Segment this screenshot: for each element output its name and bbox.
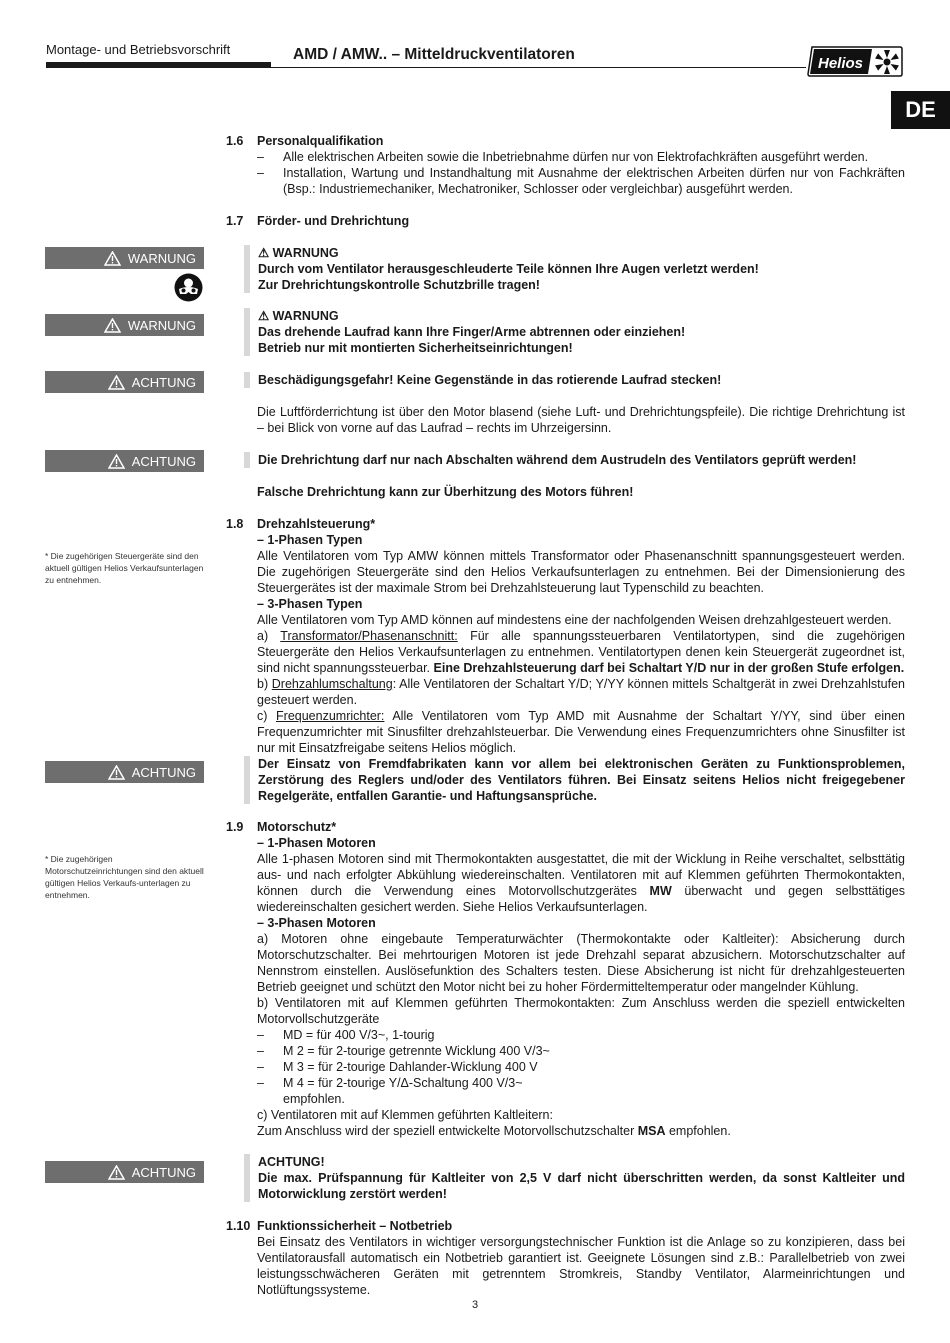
document-type: Montage- und Betriebsvorschrift [46,42,231,57]
header-rule-thin [271,67,806,68]
section-number-1-9: 1.9 [226,820,244,834]
warning-badge: WARNUNG [45,247,204,269]
safety-goggles-icon [174,273,203,302]
language-tab: DE [891,91,950,129]
speed-control-text: – 1-Phasen Typen Alle Ventilatoren vom Typ AMW können mittels Transformator oder Phasenanschnitt spannungsgesteuert werden. Die zugehörigen Steuergeräte sind den Helios Verkaufsunterlagen zu entnehmen. Bei der Dimensionierung des Steuergerätes ist der maximale Strom bei Drehzahlsteuerung laut Typenschild zu beachten. – 3-Phasen Typen Alle Ventilatoren vom Typ AMD können auf mindestens eine der nachfolgenden Weisen drehzahlgesteuert werden. a) Transformator/Phasenanschnitt: Für alle spannungssteuerbaren Ventilatortypen, sind die zugehörigen Steuergeräte den Helios Verkaufsunterlagen zu entnehmen. Ventilatortypen denen kein Steuergerät zugeordnet ist, sind nicht spannungssteuerbar. Eine Drehzahlsteuerung darf bei Schaltart Y/D nur in der großen Stufe erfolgen. b) Drehzahlumschaltung: Alle Ventilatoren der Schaltart Y/D; Y/YY können mittels Schaltgerät in zwei Drehzahlstufen gesteuert werden. c) Frequenzumrichter: Alle Ventilatoren vom Typ AMD mit Ausnahme der Schaltart Y/YY, sind über einen Frequenzumrichter mit Sinusfilter drehzahlsteuerbar. Die Verwendung eines Frequenzumrichters ohne Sinusfilter ist nur mit Einsatzfreigabe seitens Helios möglich. [257,533,905,755]
warning-triangle-icon [108,375,125,390]
caution-box-ptc: ACHTUNG! Die max. Prüfspannung für Kaltleiter von 2,5 V darf nicht überschritten werden, da sonst Kaltleiter und Motorwicklung zerstört werden! [244,1154,905,1202]
caution-box-damage: Beschädigungsgefahr! Keine Gegenstände in das rotierende Laufrad stecken! [244,372,905,388]
list-item: – M 3 = für 2-tourige Dahlander-Wicklung 400 V [257,1060,538,1074]
section-title-1-6: Personalqualifikation [257,134,384,148]
motor-protection-text: – 1-Phasen Motoren Alle 1-phasen Motoren sind mit Thermokontakten ausgestattet, die mit der Wicklung in Reihe verschaltet, selbsttätig aus- und nach erfolgter Abkühlung wiedereinschalten. Ventilatoren mit auf Klemmen geführten Thermokontakten, können durch die Verwendung eines Motorvollschutzgerätes MW überwacht und gegen selbsttätiges wiedereinschalten gesichert werden. Siehe Helios Verkaufsunterlagen. – 3-Phasen Motoren a) Motoren ohne eingebaute Temperaturwächter (Thermokontakte oder Kaltleiter): Absicherung durch Motorschutzschalter. Bei mehrtourigen Motoren ist jede Drehzahl separat abzusichern. Motorschutzschalter auf Nennstrom einstellen. Auslösefunktion des Schalters testen. Diese Absicherung ist nicht für drehzahlgesteuerten Betrieb geeignet und schützt den Motor nicht bei zu hoher Fördermitteltemperatur oder mangelnder Kühlung. b) Ventilatoren mit auf Klemmen geführten Thermokontakten: Zum Anschluss werden die speziell entwickelten Motorvollschutzgeräte – MD = für 400 V/3~, 1-tourig – M 2 = für 2-tourige getrennte Wicklung 400 V/3~ – M 3 = für 2-tourige Dahlander-Wicklung 400 V – M 4 = für 2-tourige Y/Δ-Schaltung 400 V/3~ empfohlen. c) Ventilatoren mit auf Klemmen geführten Kaltleitern: Zum Anschluss wird der speziell entwickelte Motorvollschutzschalter MSA empfohlen. [257,836,905,1138]
list-item: – MD = für 400 V/3~, 1-tourig [257,1028,435,1042]
caution-badge: ACHTUNG [45,371,204,393]
list-item: – Alle elektrischen Arbeiten sowie die Inbetriebnahme dürfen nur von Elektrofachkräften ausgeführt werden. [257,150,869,164]
side-note-controllers: * Die zugehörigen Steuergeräte sind den aktuell gültigen Helios Verkaufsunterlagen zu entnehmen. [45,551,204,585]
airflow-direction-text: Die Luftförderrichtung ist über den Motor blasend (siehe Luft- und Drehrichtungspfeile). Die richtige Drehrichtung ist – bei Blick von vorne auf das Laufrad – rechts im Uhrzeigersinn. [257,405,905,435]
section-title-1-9: Motorschutz* [257,820,337,834]
caution-badge: ACHTUNG [45,450,204,472]
warning-box-impeller: ⚠ WARNUNG Das drehende Laufrad kann Ihre Finger/Arme abtrennen oder einziehen! Betrieb nur mit montierten Sicherheitseinrichtungen! [244,308,905,356]
section-number-1-7: 1.7 [226,214,244,228]
section-title-1-7: Förder- und Drehrichtung [257,214,410,228]
warning-triangle-icon [104,318,121,333]
qualification-list [257,149,905,197]
section-number-1-10: 1.10 [226,1219,251,1233]
warning-triangle-icon [104,251,121,266]
section-number-1-6: 1.6 [226,134,244,148]
logo-text: Helios [818,55,864,72]
section-title-1-10: Funktionssicherheit – Notbetrieb [257,1219,453,1233]
page-number: 3 [471,1299,479,1311]
caution-badge: ACHTUNG [45,761,204,783]
list-item: – M 2 = für 2-tourige getrennte Wicklung 400 V/3~ [257,1044,550,1058]
warning-triangle-icon [108,454,125,469]
warning-box-eyes: ⚠ WARNUNG Durch vom Ventilator herausgeschleuderte Teile können Ihre Augen verletzt werden! Zur Drehrichtungskontrolle Schutzbrille tragen! [244,245,905,293]
header-rule-thick [46,62,271,68]
section-number-1-8: 1.8 [226,517,244,531]
caution-badge: ACHTUNG [45,1161,204,1183]
section-title-1-8: Drehzahlsteuerung* [257,517,376,531]
emergency-operation-text: Bei Einsatz des Ventilators in wichtiger versorgungstechnischer Funktion ist die Anlage so zu konzipieren, dass bei Ventilatorausfall automatisch ein Notbetrieb garantiert ist. Geeignete Lösungen sind z.B.: Parallelbetrieb von zwei leistungsschwächeren Geräten mit getrenntem Stromkreis, Standby Ventilator, Alarmeinrichtungen und Notlüftungssysteme. [257,1235,905,1297]
warning-badge: WARNUNG [45,314,204,336]
warning-triangle-icon [108,765,125,780]
list-item: – Installation, Wartung und Instandhaltung mit Ausnahme der elektrischen Arbeiten dürfen nur von Fachkräften (Bsp.: Industriemechaniker, Mechatroniker, Schlosser oder vergleichbar) ausgeführt werden. [257,166,905,196]
caution-box-third-party: Der Einsatz von Fremdfabrikaten kann vor allem bei elektronischen Geräten zu Funktionsproblemen, Zerstörung des Reglers und/oder des Ventilators führen. Bei Einsatz seitens Helios nicht freigegebener Regelgeräte, entfallen Garantie- und Haftungsansprüche. [244,756,905,804]
caution-box-rotation: Die Drehrichtung darf nur nach Abschalten während dem Austrudeln des Ventilators geprüft werden! [244,452,905,468]
document-title: AMD / AMW.. – Mitteldruckventilatoren [293,46,575,63]
helios-logo [806,45,903,78]
rotation-overheating-note: Falsche Drehrichtung kann zur Überhitzung des Motors führen! [257,485,634,499]
list-item: – M 4 = für 2-tourige Y/Δ-Schaltung 400 V/3~ [257,1076,523,1090]
side-note-motor-protection: * Die zugehörigen Motorschutzeinrichtungen sind den aktuell gültigen Helios Verkaufs-unterlagen zu entnehmen. [45,854,204,900]
warning-triangle-icon [108,1165,125,1180]
